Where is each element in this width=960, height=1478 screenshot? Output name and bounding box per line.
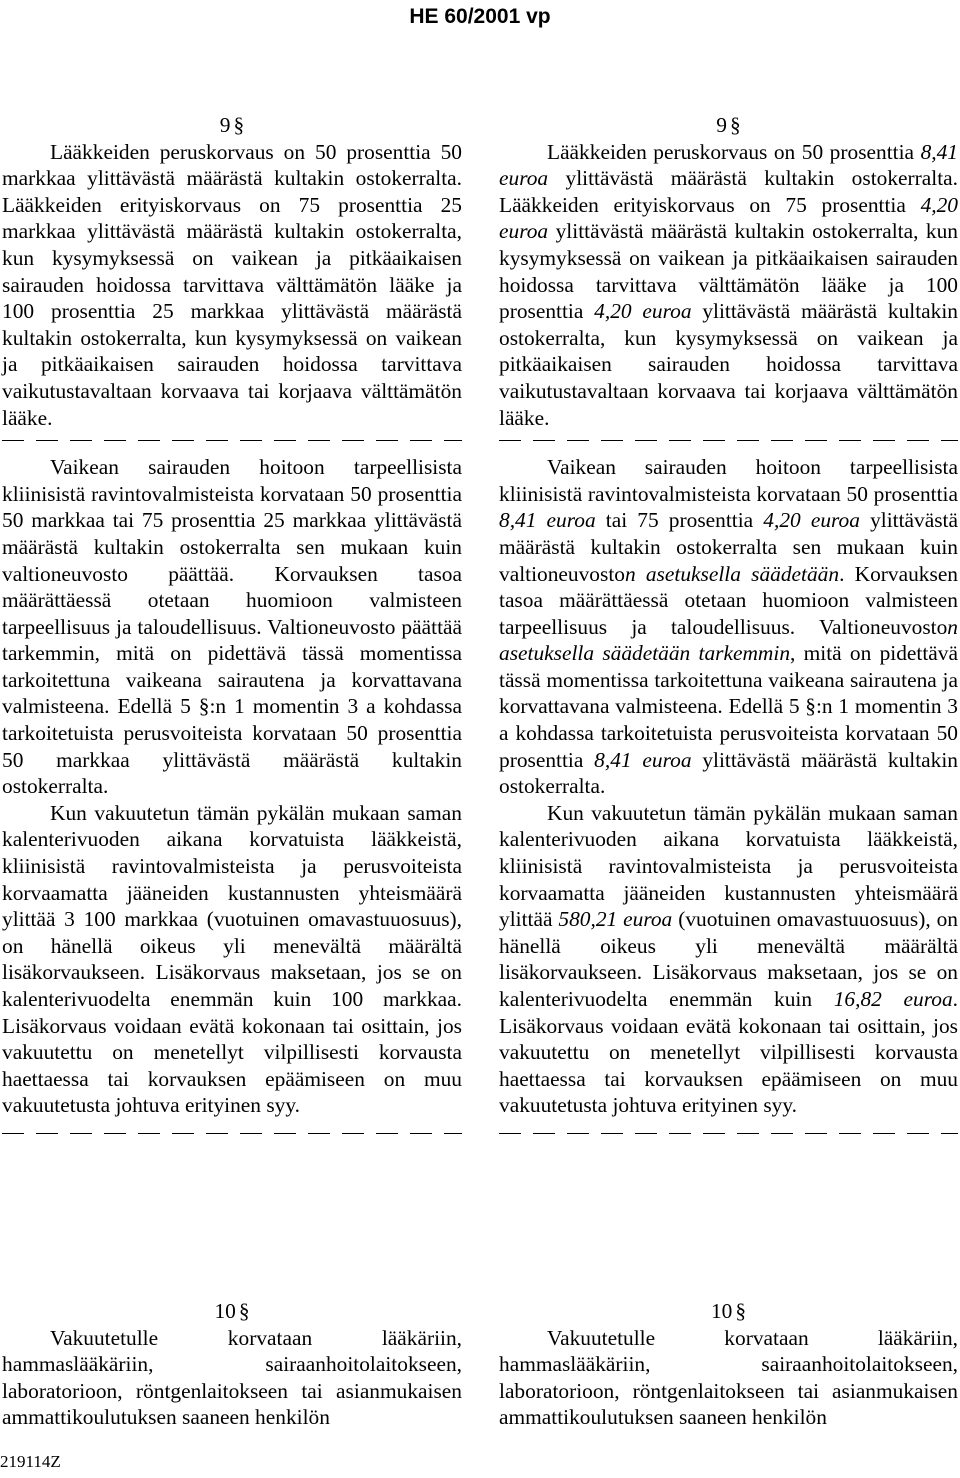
section-heading: [499, 1298, 958, 1325]
right-column-section-10: [499, 1298, 958, 1431]
section-sign: §: [238, 1299, 250, 1323]
right-column-section-9: [499, 112, 958, 1147]
paragraph: Vakuutetulle korvataan lääkäriin, hammaslääkäriin, sairaanhoitolaitokseen, laboratorioon, röntgenlaitokseen tai asianmukaisen ammattikoulutuksen saaneen henkilön: [499, 1325, 958, 1430]
amended-text: n asetuksella säädetään: [624, 561, 840, 586]
paragraph: Lääkkeiden peruskorvaus on 50 prosenttia 50 markkaa ylittävästä määrästä kultakin ostokerralta. Lääkkeiden erityiskorvaus on 75 prosenttia 25 markkaa ylittävästä määrästä kultakin ostokerralta, kun kysymyksessä on vaikean ja pitkäaikaisen sairauden hoidossa tarvittava välttämätön lääke ja 100 prosenttia 25 markkaa ylittävästä määrästä kultakin ostokerralta, kun kysymyksessä on vaikean ja pitkäaikaisen sairauden hoidossa tarvittava vaikutustavaltaan korvaava tai korjaava välttämätön lääke.: [2, 139, 462, 430]
section-number: 9: [219, 113, 231, 137]
amended-text: n asetuksella säädetään tarkemmin: [499, 614, 958, 666]
section-heading: [2, 1298, 462, 1325]
amended-text: 8,41 euroa: [499, 508, 596, 533]
section-sign: §: [730, 113, 741, 137]
document-header: [0, 2, 960, 32]
paragraph: Vaikean sairauden hoitoon tarpeellisista kliinisistä ravintovalmisteista korvataan 50 prosenttia 50 markkaa tai 75 prosenttia 25 markkaa ylittävästä määrästä kultakin ostokerralta sen mukaan kuin valtioneuvosto päättää. Korvauksen tasoa määrättäessä otetaan huomioon valmisteen tarpeellisuus ja taloudellisuus. Valtioneuvosto päättää tarkemmin, mitä on pidettävä tässä momentissa tarkoitettuna vaikeana sairautena ja korvattavana valmisteena. Edellä 5 §:n 1 momentin 3 a kohdassa tarkoitetuista perusvoiteista korvataan 50 prosenttia 50 markkaa ylittävästä määrästä kultakin ostokerralta.: [2, 455, 462, 799]
omission-dash-line: [499, 440, 958, 441]
section-heading: [499, 112, 958, 139]
omission-dash-line: [2, 440, 462, 441]
amended-text: 4,20 euroa: [594, 299, 692, 324]
section-number: 9: [716, 113, 727, 137]
paragraph: Kun vakuutetun tämän pykälän mukaan saman kalenterivuoden aikana korvatuista lääkkeistä, kliinisistä ravintovalmisteista ja perusvoiteista korvaamatta jääneiden kustannusten yhteismäärä ylittää 3 100 markkaa (vuotuinen omavastuuosuus), on hänellä oikeus yli menevältä määrältä lisäkorvaukseen. Lisäkorvaus maksetaan, jos se on kalenterivuodelta enemmän kuin 100 markkaa. Lisäkorvaus voidaan evätä kokonaan tai osittain, jos vakuutettu on menetellyt vilpillisesti korvausta haettaessa tai korvauksen epäämiseen on muu vakuutetusta johtuva erityinen syy.: [2, 800, 462, 1118]
paragraph: Vakuutetulle korvataan lääkäriin, hammaslääkäriin, sairaanhoitolaitokseen, laboratorioon, röntgenlaitokseen tai asianmukaisen ammattikoulutuksen saaneen henkilön: [2, 1325, 462, 1430]
omission-dash-line: [499, 1133, 958, 1134]
paragraph: Kun vakuutetun tämän pykälän mukaan saman kalenterivuoden aikana korvatuista lääkkeistä, kliinisistä ravintovalmisteista ja perusvoiteista korvaamatta jääneiden kustannusten yhteismäärä ylittää 580,21 euroa (vuotuinen omavastuuosuus), on hänellä oikeus yli menevältä määrältä lisäkorvaukseen. Lisäkorvaus maksetaan, jos se on kalenterivuodelta enemmän kuin 16,82 euroa. Lisäkorvaus voidaan evätä kokonaan tai osittain, jos vakuutettu on menetellyt vilpillisesti korvausta haettaessa tai korvauksen epäämiseen on muu vakuutetusta johtuva erityinen syy.: [499, 800, 959, 1118]
section-number: 10: [214, 1299, 236, 1323]
amended-text: 8,41 euroa: [499, 139, 958, 191]
left-column-section-10: [2, 1298, 462, 1431]
left-column-section-9: [2, 112, 462, 1147]
omission-dash-line: [2, 1133, 462, 1134]
amended-text: 4,20 euroa: [763, 508, 860, 533]
document-title: HE 60/2001 vp: [409, 5, 551, 28]
section-sign: §: [735, 1299, 747, 1323]
amended-text: 4,20 euroa: [499, 192, 958, 244]
amended-text: 8,41 euroa: [594, 747, 692, 772]
amended-text: 16,82 euroa: [833, 987, 953, 1011]
amended-text: 580,21 euroa: [558, 907, 673, 932]
section-sign: §: [233, 113, 245, 137]
section-number: 10: [710, 1299, 733, 1323]
section-heading: [2, 112, 462, 139]
document-code: 219114Z: [0, 1452, 61, 1471]
paragraph: Vaikean sairauden hoitoon tarpeellisista kliinisistä ravintovalmisteista korvataan 50 prosenttia 8,41 euroa tai 75 prosenttia 4,20 euroa ylittävästä määrästä kultakin ostokerralta sen mukaan kuin valtioneuvoston asetuksella säädetään. Korvauksen tasoa määrättäessä otetaan huomioon valmisteen tarpeellisuus ja taloudellisuus. Valtioneuvoston asetuksella säädetään tarkemmin, mitä on pidettävä tässä momentissa tarkoitettuna vaikeana sairautena ja korvattavana valmisteena. Edellä 5 §:n 1 momentin 3 a kohdassa tarkoitetuista perusvoiteista korvataan 50 prosenttia 8,41 euroa ylittävästä määrästä kultakin ostokerralta.: [499, 455, 959, 799]
paragraph: Lääkkeiden peruskorvaus on 50 prosenttia 8,41 euroa ylittävästä määrästä kultakin ostokerralta. Lääkkeiden erityiskorvaus on 75 prosenttia 4,20 euroa ylittävästä määrästä kultakin ostokerralta, kun kysymyksessä on vaikean ja pitkäaikaisen sairauden hoidossa tarvittava välttämätön lääke ja 100 prosenttia 4,20 euroa ylittävästä määrästä kultakin ostokerralta, kun kysymyksessä on vaikean ja pitkäaikaisen sairauden hoidossa tarvittava vaikutustavaltaan korvaava tai korjaava välttämätön lääke.: [499, 139, 958, 430]
